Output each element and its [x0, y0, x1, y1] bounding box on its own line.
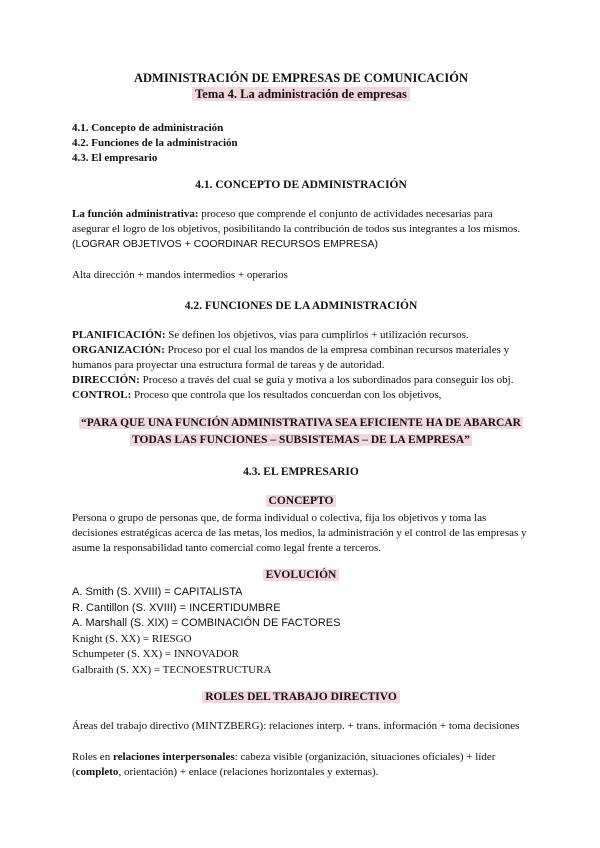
- quote-line-2: TODAS LAS FUNCIONES – SUBSISTEMAS – DE LA EMPRESA”: [132, 434, 470, 446]
- section-heading-funciones: 4.2. FUNCIONES DE LA ADMINISTRACIÓN: [184, 300, 418, 312]
- evolution-list: [72, 585, 530, 678]
- function-term: PLANIFICACIÓN:: [72, 329, 166, 341]
- function-text: Se definen los objetivos, vías para cumplirlos + utilización recursos.: [165, 329, 469, 341]
- evolution-item: Schumpeter (S. XX) = INNOVADOR: [72, 648, 240, 660]
- function-control: [72, 388, 530, 403]
- concept-label-wrap: [72, 494, 530, 509]
- toc-item: 4.1. Concepto de administración: [72, 122, 224, 134]
- areas-text: Áreas del trabajo directivo (MINTZBERG): relaciones interp. + trans. información + toma decisiones: [72, 720, 520, 732]
- evolution-item: R. Cantillon (S. XVIII) = INCERTIDUMBRE: [72, 601, 281, 614]
- evolution-label-wrap: [72, 568, 530, 583]
- roles-paragraph: [72, 750, 530, 780]
- definition-text: proceso que comprende el conjunto de actividades necesarias para asegurar el logro de los objetivos, posibilitando la contribución de todos sus integrantes a los mismos.: [72, 208, 521, 235]
- roles-label-wrap: [72, 690, 530, 705]
- roles-term-2: completo: [75, 766, 119, 778]
- definition-paragraph: [72, 207, 530, 237]
- definition-summary: (LOGRAR OBJETIVOS + COORDINAR RECURSOS EMPRESA): [72, 238, 379, 250]
- evolution-item: Galbraith (S. XX) = TECNOESTRUCTURA: [72, 663, 272, 676]
- roles-label: ROLES DEL TRABAJO DIRECTIVO: [202, 691, 400, 703]
- function-term: DIRECCIÓN:: [72, 374, 140, 386]
- function-text: Proceso que controla que los resultados concuerdan con los objetivos,: [131, 389, 442, 401]
- evolution-item: Knight (S. XX) = RIESGO: [72, 632, 192, 645]
- toc-item: 4.3. El empresario: [72, 152, 158, 164]
- function-direccion: [72, 373, 530, 388]
- concept-label: CONCEPTO: [266, 495, 337, 507]
- quote-line-1: “PARA QUE UNA FUNCIÓN ADMINISTRATIVA SEA EFICIENTE HA DE ABARCAR: [81, 417, 521, 429]
- section-heading-empresario: 4.3. EL EMPRESARIO: [243, 466, 359, 478]
- roles-mid: : cabeza visible (organización, situaciones oficiales) + líder (: [72, 751, 496, 778]
- subtitle-wrap: [72, 87, 530, 103]
- highlight-quote: [72, 415, 530, 449]
- function-term: ORGANIZACIÓN:: [72, 344, 165, 356]
- evolution-item: A. Smith (S. XVIII) = CAPITALISTA: [72, 586, 243, 598]
- toc-item: 4.2. Funciones de la administración: [72, 137, 238, 149]
- evolution-label: EVOLUCIÓN: [263, 569, 340, 581]
- function-planificacion: [72, 328, 530, 343]
- document-subtitle: Tema 4. La administración de empresas: [192, 87, 410, 101]
- document-page: [72, 70, 530, 780]
- document-title: ADMINISTRACIÓN DE EMPRESAS DE COMUNICACIÓN: [133, 71, 469, 85]
- function-organizacion: [72, 343, 530, 373]
- functions-list: [72, 328, 530, 403]
- roles-term: relaciones interpersonales: [112, 751, 235, 763]
- function-text: Proceso a través del cual se guía y motiva a los subordinados para conseguir los obj.: [139, 374, 514, 386]
- section-heading-concepto: 4.1. CONCEPTO DE ADMINISTRACIÓN: [195, 179, 407, 191]
- function-term: CONTROL:: [72, 389, 132, 401]
- concept-text: Persona o grupo de personas que, de forma individual o colectiva, fija los objetivos y toma las decisiones estratégicas acerca de las metas, los medios, la administración y el control de las empresas y asume la responsabilidad tanto comercial como legal frente a terceros.: [72, 512, 527, 554]
- levels-text: Alta dirección + mandos intermedios + operarios: [72, 269, 288, 281]
- evolution-item: A. Marshall (S. XIX) = COMBINACIÓN DE FACTORES: [72, 617, 341, 629]
- table-of-contents: [72, 121, 530, 166]
- definition-term: La función administrativa:: [72, 208, 199, 220]
- roles-prefix: Roles en: [72, 751, 113, 763]
- roles-end: , orientación) + enlace (relaciones horizontales y externas).: [118, 766, 379, 778]
- function-text: Proceso por el cual los mandos de la empresa combinan recursos materiales y humanos para proyectar una estructura formal de tareas y de autoridad.: [72, 344, 510, 371]
